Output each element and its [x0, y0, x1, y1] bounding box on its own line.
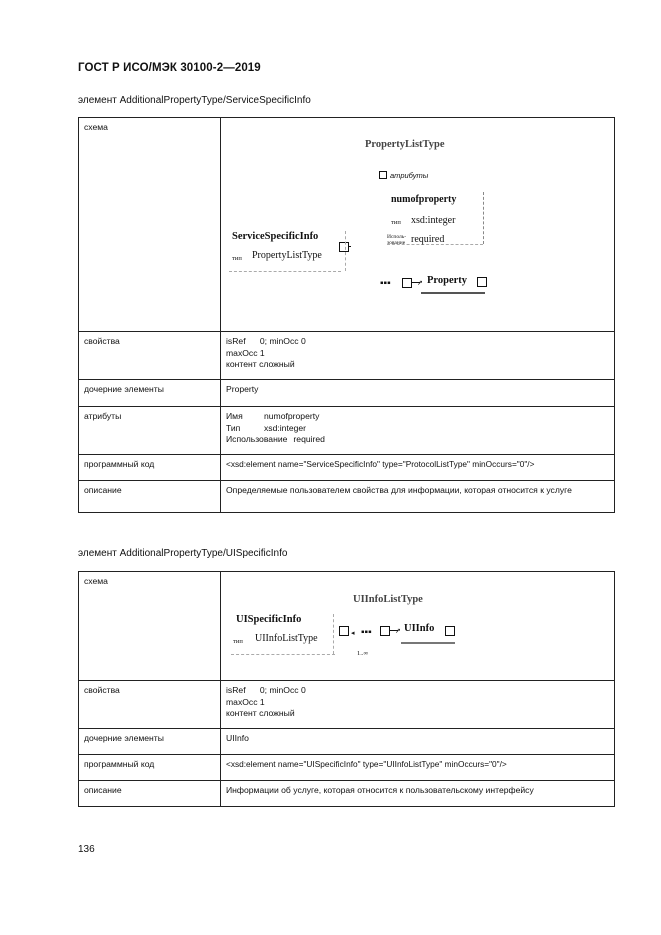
attribute-type-label: тип: [391, 219, 401, 226]
ui-specific-info-table: [78, 571, 615, 807]
description-value: Определяемые пользователем свойства для информации, которая относится к услуге: [221, 481, 615, 513]
properties-line: maxOcc 1: [226, 347, 265, 358]
properties-value: [221, 332, 615, 380]
attr-row: [226, 411, 609, 423]
attributes-row-value: [221, 407, 615, 455]
attributes-label: атрибуты: [390, 171, 429, 180]
attr-row: [226, 423, 609, 435]
code-label: программный код: [79, 455, 221, 481]
sequence-arrow-icon: ↗: [417, 280, 423, 287]
element-block-bottom: [229, 271, 341, 272]
attr-value: numofproperty: [264, 411, 320, 421]
diagram-type-title: PropertyListType: [365, 139, 445, 150]
occurrence-label: 1..∞: [357, 650, 369, 657]
sequence-expand-box: [380, 626, 390, 636]
attr-value: required: [293, 434, 325, 444]
properties-line: контент сложный: [226, 708, 295, 718]
element-type-value: PropertyListType: [252, 250, 322, 261]
table-row: [79, 380, 615, 407]
element-type-label: тип: [232, 255, 242, 262]
child-element-name: Property: [427, 275, 468, 286]
element-block-right: [333, 614, 334, 654]
code-value: <xsd:element name="ServiceSpecificInfo" type="ProtocolListType" minOccurs="0"/>: [221, 455, 615, 481]
children-label: дочерние элементы: [79, 380, 221, 407]
service-specific-info-table: [78, 117, 615, 513]
properties-line: maxOcc 1: [226, 696, 265, 707]
sequence-symbol: ▪▪▪: [361, 627, 372, 638]
description-label: описание: [79, 481, 221, 513]
attribute-use-value: required: [411, 234, 445, 245]
attr-row: [226, 434, 609, 446]
attr-key: Имя: [226, 411, 243, 421]
page-number: 136: [78, 844, 95, 855]
properties-line: isRef 0; minOcc 0: [226, 336, 306, 346]
table-row: [79, 729, 615, 755]
children-value: Property: [221, 380, 615, 407]
child-element-expand-box: [445, 626, 455, 636]
attribute-use-label: Исполь-зование: [387, 234, 407, 246]
element-expand-box: [339, 242, 349, 252]
connector-arrow-icon: ◂: [351, 630, 355, 637]
sequence-symbol: ▪▪▪: [380, 278, 391, 289]
schema-diagram-cell: [221, 572, 615, 681]
code-value: <xsd:element name="UISpecificInfo" type="UIInfoListType" minOccurs="0"/>: [221, 755, 615, 781]
sequence-arrow-icon: ↗: [395, 628, 401, 635]
element-type-value: UIInfoListType: [255, 633, 318, 644]
table-row: [79, 572, 615, 681]
element-name: ServiceSpecificInfo: [232, 231, 319, 242]
attributes-row-label: атрибуты: [79, 407, 221, 455]
schema-diagram-ui: [221, 572, 614, 680]
element-type-label: тип: [233, 638, 243, 645]
attr-key: Использование: [226, 434, 288, 444]
table-row: [79, 781, 615, 807]
table-row: [79, 118, 615, 332]
schema-diagram-cell: [221, 118, 615, 332]
description-label: описание: [79, 781, 221, 807]
document-header: ГОСТ Р ИСО/МЭК 30100-2—2019: [78, 62, 261, 74]
code-label: программный код: [79, 755, 221, 781]
child-element-name: UIInfo: [404, 623, 435, 634]
attribute-type-value: xsd:integer: [411, 215, 456, 226]
properties-value: [221, 681, 615, 729]
section-title-ui-specific-info: элемент AdditionalPropertyType/UISpecificInfo: [78, 548, 288, 559]
schema-label: схема: [79, 572, 221, 681]
table-row: [79, 481, 615, 513]
attributes-box-icon: [379, 171, 387, 179]
element-block-right: [345, 231, 346, 271]
attr-key: Тип: [226, 422, 241, 433]
diagram-type-title: UIInfoListType: [353, 594, 423, 605]
properties-label: свойства: [79, 681, 221, 729]
properties-label: свойства: [79, 332, 221, 380]
child-element-underline: [421, 292, 485, 294]
attr-value: xsd:integer: [264, 422, 307, 433]
properties-line: isRef 0; minOcc 0: [226, 685, 306, 695]
attribute-name: numofproperty: [391, 194, 457, 205]
child-element-underline: [401, 642, 455, 644]
description-value: Информации об услуге, которая относится к пользовательскому интерфейсу: [221, 781, 615, 807]
element-name: UISpecificInfo: [236, 614, 302, 625]
table-row: [79, 681, 615, 729]
child-element-expand-box: [477, 277, 487, 287]
element-connector: [348, 246, 351, 247]
table-row: [79, 455, 615, 481]
table-row: [79, 755, 615, 781]
children-label: дочерние элементы: [79, 729, 221, 755]
element-block-bottom: [231, 654, 335, 655]
section-title-service-specific-info: элемент AdditionalPropertyType/ServiceSpecificInfo: [78, 95, 311, 106]
properties-line: контент сложный: [226, 359, 295, 369]
table-row: [79, 332, 615, 380]
attribute-block-border: [483, 192, 484, 244]
element-expand-box: [339, 626, 349, 636]
table-row: [79, 407, 615, 455]
schema-diagram-service: [221, 118, 614, 331]
schema-label: схема: [79, 118, 221, 332]
children-value: UIInfo: [221, 729, 615, 755]
sequence-expand-box: [402, 278, 412, 288]
